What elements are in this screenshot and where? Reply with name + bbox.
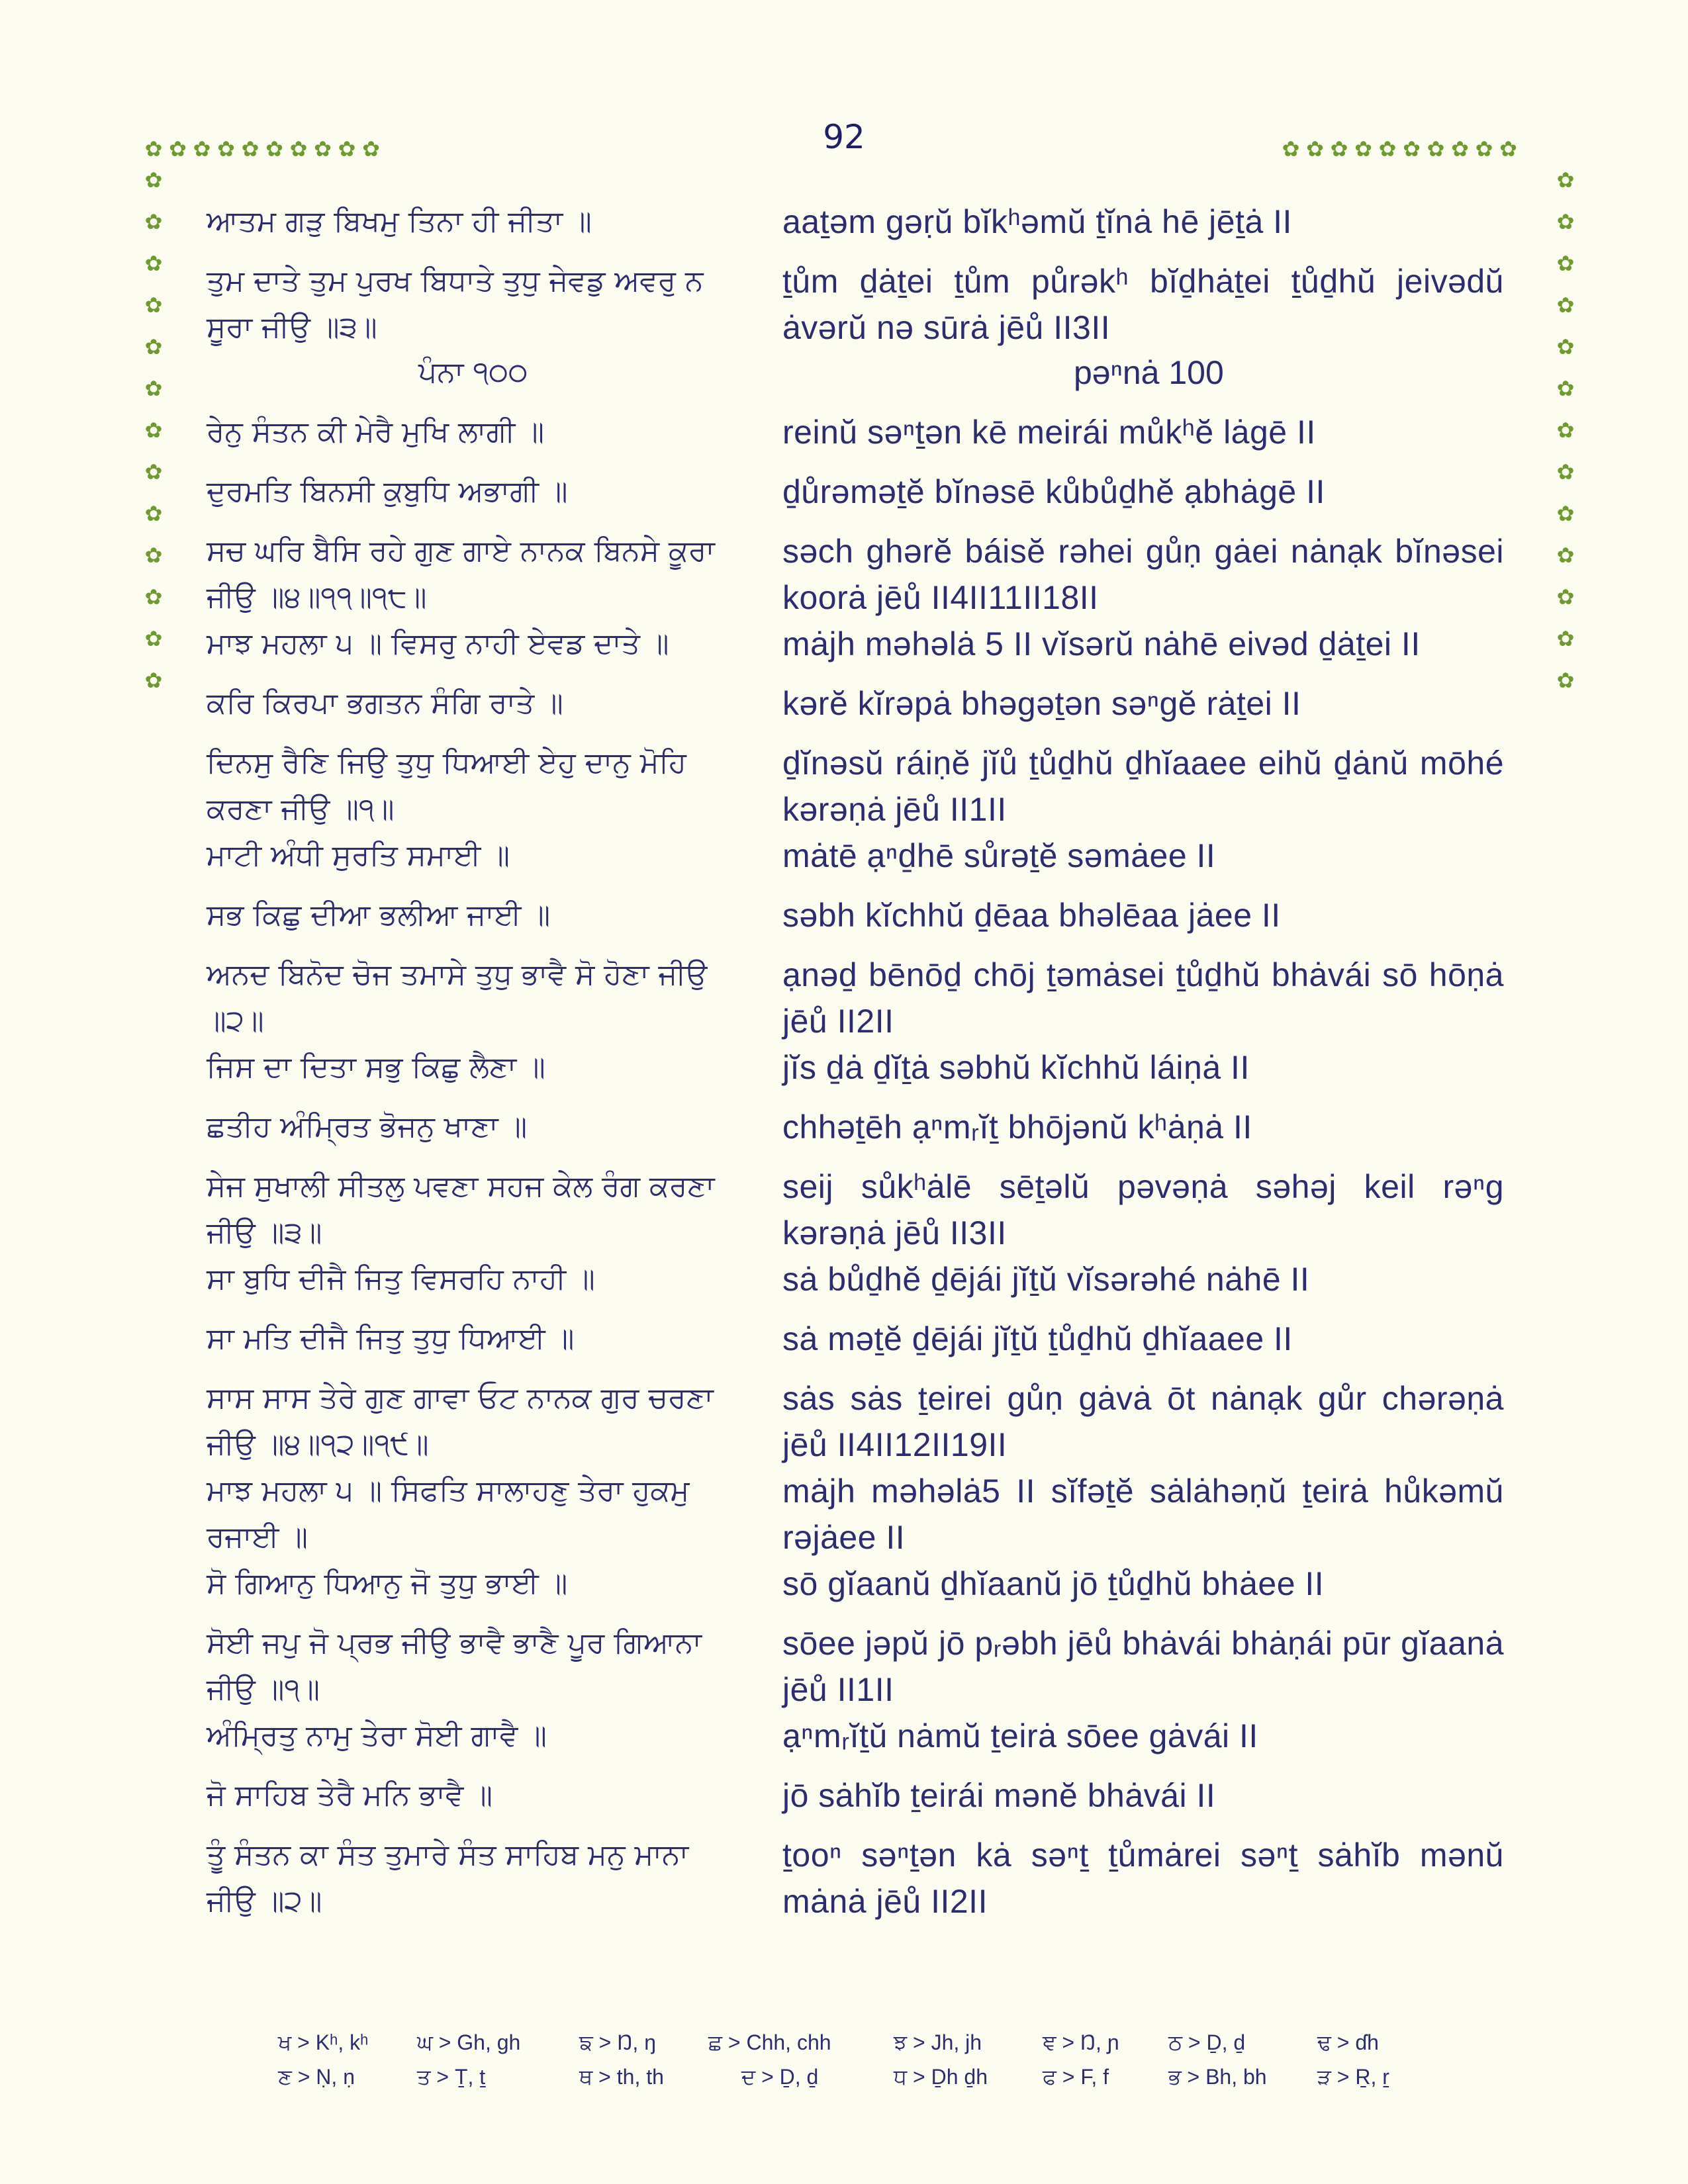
gurmukhi-line: ਸਾਸ ਸਾਸ ਤੇਰੇ ਗੁਣ ਗਾਵਾ ਓਟ ਨਾਨਕ ਗੁਰ ਚਰਣਾ ਜੀਉ ॥੪॥੧੨॥੧੯॥ — [207, 1381, 723, 1461]
flower-ornament-icon: ✿ — [144, 376, 163, 401]
flower-ornament-icon: ✿ — [144, 251, 163, 276]
transliteration-line: sōee jəpŭ jō pᵣəbh jēů bhȧvái bhȧṇái pūr gĭaanȧ jēů II1II — [782, 1625, 1504, 1708]
flower-ornament-icon: ✿ — [1556, 376, 1575, 401]
legend-row — [278, 2065, 1430, 2098]
flower-ornament-icon: ✿ — [1556, 418, 1575, 443]
gurmukhi-line: ਸਾ ਬੁਧਿ ਦੀਜੈ ਜਿਤੁ ਵਿਸਰਹਿ ਨਾਹੀ ॥ — [207, 1262, 595, 1296]
page-number: 92 — [823, 118, 865, 156]
gurmukhi-line: ਸੋ ਗਿਆਨੁ ਧਿਆਨੁ ਜੋ ਤੁਧੁ ਭਾਈ ॥ — [207, 1567, 568, 1600]
transliteration-line: seij sůkʰȧlē sēṯəlŭ pəvəṇȧ səhəj keil rəⁿg kərəṇȧ jēů II3II — [782, 1168, 1504, 1251]
gurmukhi-line: ਦੁਰਮਤਿ ਬਿਨਸੀ ਕੁਬੁਧਿ ਅਭਾਗੀ ॥ — [207, 475, 568, 508]
transliteration-line: ḏĭnəsŭ ráiṇĕ jĭů ṯůḏhŭ ḏhĭaaee eihŭ ḏȧnŭ mōhé kərəṇȧ jēů II1II — [782, 745, 1504, 828]
legend-item: ੜ > Ṟ, ṟ — [1317, 2065, 1389, 2089]
transliteration-line: ṯooⁿ səⁿṯən kȧ səⁿṯ ṯůmȧrei səⁿṯ sȧhĭb mənŭ mȧnȧ jēů II2II — [782, 1837, 1504, 1920]
transliteration-line: sȧ bůḏhĕ ḏējái jĭṯŭ vĭsərəhé nȧhē II — [782, 1261, 1310, 1298]
panna-heading-transliteration: pəⁿnȧ 100 — [1074, 354, 1224, 391]
legend-item: ਝ > Jh, jh — [894, 2030, 982, 2054]
gurmukhi-line: ਸੋਈ ਜਪੁ ਜੋ ਪ੍ਰਭ ਜੀਉ ਭਾਵੈ ਭਾਣੈ ਪੂਰ ਗਿਆਨਾ ਜੀਉ ॥੧॥ — [207, 1626, 711, 1706]
flower-ornament-icon: ✿ — [1556, 501, 1575, 526]
transliteration-line: səbh kĭchhŭ ḏēaa bhəlēaa jȧee II — [782, 897, 1281, 934]
transliteration-line: chhəṯēh ạⁿmᵣĭṯ bhōjənŭ kʰȧṇȧ II — [782, 1109, 1252, 1146]
flower-ornament-icon: ✿ — [144, 626, 163, 651]
flower-ornament-icon: ✿ — [144, 167, 163, 193]
legend-item: ਛ > Chh, chh — [708, 2030, 831, 2054]
transliteration-line: mȧtē ạⁿḏhē sůrəṯĕ səmȧee II — [782, 837, 1216, 874]
gurmukhi-line: ਸਾ ਮਤਿ ਦੀਜੈ ਜਿਤੁ ਤੁਧੁ ਧਿਆਈ ॥ — [207, 1322, 575, 1355]
gurmukhi-line: ਕਰਿ ਕਿਰਪਾ ਭਗਤਨ ਸੰਗਿ ਰਾਤੇ ॥ — [207, 686, 563, 720]
flower-ornament-icon: ✿ — [1451, 136, 1469, 161]
gurmukhi-line: ਛਤੀਹ ਅੰਮ੍ਰਿਤ ਭੋਜਨੁ ਖਾਣਾ ॥ — [207, 1110, 528, 1144]
flower-ornament-icon: ✿ — [1556, 459, 1575, 484]
flower-ornament-icon: ✿ — [1556, 543, 1575, 568]
gurmukhi-line: ਆਤਮ ਗੜੁ ਬਿਖਮੁ ਤਿਨਾ ਹੀ ਜੀਤਾ ॥ — [207, 205, 592, 238]
legend-item: ਭ > Bh, bh — [1168, 2065, 1267, 2089]
flower-ornament-icon: ✿ — [1499, 136, 1517, 161]
flower-ornament-icon: ✿ — [217, 136, 235, 161]
legend-item: ਢ > ɗh — [1317, 2030, 1379, 2054]
transliteration-line: ạnəḏ bēnōḏ chōj ṯəmȧsei ṯůḏhŭ bhȧvái sō hōṇȧ jēů II2II — [782, 956, 1504, 1040]
legend-row — [278, 2030, 1430, 2064]
legend-item: ਧ > Ḏh ḏh — [894, 2065, 988, 2089]
transliteration-line: sȧs sȧs ṯeirei gůṇ gȧvȧ ōt nȧnạk gůr chərəṇȧ jēů II4II12II19II — [782, 1380, 1504, 1463]
flower-ornament-icon: ✿ — [144, 501, 163, 526]
legend-item: ਤ > Ṯ, ṯ — [417, 2065, 486, 2089]
flower-ornament-icon: ✿ — [144, 334, 163, 359]
flower-ornament-icon: ✿ — [1403, 136, 1421, 161]
flower-ornament-icon: ✿ — [362, 136, 380, 161]
transliteration-line: aaṯəm gəṛŭ bĭkʰəmŭ ṯĭnȧ hē jēṯȧ II — [782, 203, 1292, 240]
gurmukhi-line: ਮਾਝ ਮਹਲਾ ੫ ॥ ਵਿਸਰੁ ਨਾਹੀ ਏਵਡ ਦਾਤੇ ॥ — [207, 627, 669, 660]
gurmukhi-line: ਤੁਮ ਦਾਤੇ ਤੁਮ ਪੁਰਖ ਬਿਧਾਤੇ ਤੁਧੁ ਜੇਵਡੁ ਅਵਰੁ ਨ ਸੂਰਾ ਜੀਉ ॥੩॥ — [207, 264, 713, 344]
flower-ornament-icon: ✿ — [1556, 626, 1575, 651]
flower-ornament-icon: ✿ — [144, 209, 163, 234]
gurmukhi-line: ਸਭ ਕਿਛੁ ਦੀਆ ਭਲੀਆ ਜਾਈ ॥ — [207, 898, 551, 932]
legend-item: ਖ > Kʰ, kʰ — [278, 2030, 369, 2054]
flower-ornament-icon: ✿ — [144, 584, 163, 610]
flower-ornament-icon: ✿ — [1556, 334, 1575, 359]
gurmukhi-line: ਜੋ ਸਾਹਿਬ ਤੇਰੈ ਮਨਿ ਭਾਵੈ ॥ — [207, 1778, 493, 1812]
transliteration-line: mȧjh məhəlȧ 5 II vĭsərŭ nȧhē eivəd ḏȧṯei II — [782, 625, 1421, 662]
flower-ornament-icon: ✿ — [1556, 209, 1575, 234]
flower-ornament-icon: ✿ — [265, 136, 283, 161]
gurmukhi-line: ਸੇਜ ਸੁਖਾਲੀ ਸੀਤਲੁ ਪਵਣਾ ਸਹਜ ਕੇਲ ਰੰਗ ਕਰਣਾ ਜੀਉ ॥੩॥ — [207, 1169, 724, 1250]
transliteration-line: kərĕ kĭrəpȧ bhəgəṯən səⁿgĕ rȧṯei II — [782, 685, 1301, 722]
flower-ornament-icon: ✿ — [144, 136, 163, 161]
flower-ornament-icon: ✿ — [314, 136, 332, 161]
legend-item: ਥ > th, th — [579, 2065, 664, 2089]
transliteration-line: ṯům ḏȧṯei ṯům půrəkʰ bĭḏhȧṯei ṯůḏhŭ jeivədŭ ȧvərŭ nə sūrȧ jēů II3II — [782, 263, 1504, 346]
legend-item: ਣ > Ṇ, ṇ — [278, 2065, 355, 2089]
gurmukhi-line: ਜਿਸ ਦਾ ਦਿਤਾ ਸਭੁ ਕਿਛੁ ਲੈਣਾ ॥ — [207, 1050, 545, 1084]
gurmukhi-line: ਮਾਝ ਮਹਲਾ ੫ ॥ ਸਿਫਤਿ ਸਾਲਾਹਣੁ ਤੇਰਾ ਹੁਕਮੁ ਰਜਾਈ ॥ — [207, 1474, 699, 1554]
transliteration-line: jō sȧhĭb ṯeirái mənĕ bhȧvái II — [782, 1777, 1216, 1814]
transliteration-line: reinŭ səⁿṯən kē meirái můkʰĕ lȧgē II — [782, 414, 1316, 451]
flower-ornament-icon: ✿ — [1354, 136, 1372, 161]
legend-item: ਘ > Gh, gh — [417, 2030, 521, 2054]
gurmukhi-line: ਦਿਨਸੁ ਰੈਣਿ ਜਿਉ ਤੁਧੁ ਧਿਆਈ ਏਹੁ ਦਾਨੁ ਮੋਹਿ ਕਰਣਾ ਜੀਉ ॥੧॥ — [207, 746, 696, 826]
transliteration-line: sō gĭaanŭ ḏhĭaanŭ jō ṯůḏhŭ bhȧee II — [782, 1565, 1325, 1602]
flower-ornament-icon: ✿ — [1378, 136, 1397, 161]
flower-ornament-icon: ✿ — [1330, 136, 1348, 161]
flower-ornament-icon: ✿ — [1282, 136, 1300, 161]
transliteration-line: mȧjh məhəlȧ5 II sĭfəṯĕ sȧlȧhəṇŭ ṯeirȧ hůkəmŭ rəjȧee II — [782, 1473, 1504, 1556]
gurmukhi-line: ਅਨਦ ਬਿਨੋਦ ਚੋਜ ਤਮਾਸੇ ਤੁਧੁ ਭਾਵੈ ਸੋ ਹੋਣਾ ਜੀਉ ॥੨॥ — [207, 958, 717, 1038]
flower-ornament-icon: ✿ — [1475, 136, 1493, 161]
flower-ornament-icon: ✿ — [144, 418, 163, 443]
transliteration-line: ạⁿmᵣĭṯŭ nȧmŭ ṯeirȧ sōee gȧvái II — [782, 1717, 1258, 1754]
transliteration-line: sȧ məṯĕ ḏējái jĭṯŭ ṯůḏhŭ ḏhĭaaee II — [782, 1320, 1293, 1357]
gurmukhi-line: ਅੰਮ੍ਰਿਤੁ ਨਾਮੁ ਤੇਰਾ ਸੋਈ ਗਾਵੈ ॥ — [207, 1719, 547, 1752]
transliteration-line: ḏůrəməṯĕ bĭnəsē kůbůḏhĕ ạbhȧgē II — [782, 473, 1325, 510]
legend-item: ਞ > Ŋ, ɲ — [1043, 2030, 1119, 2054]
legend-item: ਦ > Ḏ, ḏ — [741, 2065, 819, 2089]
flower-ornament-icon: ✿ — [1427, 136, 1445, 161]
panna-heading-gurmukhi: ਪੰਨਾ ੧੦੦ — [418, 355, 528, 389]
gurmukhi-line: ਰੇਨੁ ਸੰਤਨ ਕੀ ਮੇਰੈ ਮੁਖਿ ਲਾਗੀ ॥ — [207, 415, 545, 449]
flower-ornament-icon: ✿ — [1556, 584, 1575, 610]
flower-ornament-icon: ✿ — [1556, 293, 1575, 318]
flower-ornament-icon: ✿ — [241, 136, 259, 161]
flower-ornament-icon: ✿ — [1556, 251, 1575, 276]
flower-ornament-icon: ✿ — [193, 136, 211, 161]
flower-ornament-icon: ✿ — [1556, 668, 1575, 693]
flower-ornament-icon: ✿ — [169, 136, 187, 161]
flower-ornament-icon: ✿ — [338, 136, 356, 161]
flower-ornament-icon: ✿ — [144, 293, 163, 318]
flower-ornament-icon: ✿ — [144, 543, 163, 568]
gurmukhi-line: ਸਚ ਘਰਿ ਬੈਸਿ ਰਹੇ ਗੁਣ ਗਾਏ ਨਾਨਕ ਬਿਨਸੇ ਕੂਰਾ ਜੀਉ ॥੪॥੧੧॥੧੮॥ — [207, 534, 724, 614]
gurmukhi-line: ਤੂੰ ਸੰਤਨ ਕਾ ਸੰਤ ਤੁਮਾਰੇ ਸੰਤ ਸਾਹਿਬ ਮਨੁ ਮਾਨਾ ਜੀਉ ॥੨॥ — [207, 1838, 698, 1918]
flower-ornament-icon: ✿ — [144, 459, 163, 484]
flower-ornament-icon: ✿ — [1306, 136, 1324, 161]
gurmukhi-line: ਮਾਟੀ ਅੰਧੀ ਸੁਰਤਿ ਸਮਾਈ ॥ — [207, 839, 510, 872]
legend-item: ਙ > Ŋ, ŋ — [579, 2030, 656, 2054]
transliteration-line: jĭs ḏȧ ḏĭṯȧ səbhŭ kĭchhŭ láiṇȧ II — [782, 1049, 1250, 1086]
legend-item: ਫ > F, f — [1043, 2065, 1109, 2089]
flower-ornament-icon: ✿ — [289, 136, 308, 161]
transliteration-line: səch ghərĕ báisĕ rəhei gůṇ gȧei nȧnạk bĭnəsei koorȧ jēů II4II11II18II — [782, 533, 1504, 616]
flower-ornament-icon: ✿ — [144, 668, 163, 693]
flower-ornament-icon: ✿ — [1556, 167, 1575, 193]
legend-item: ਠ > Ḏ, ḏ — [1168, 2030, 1246, 2054]
